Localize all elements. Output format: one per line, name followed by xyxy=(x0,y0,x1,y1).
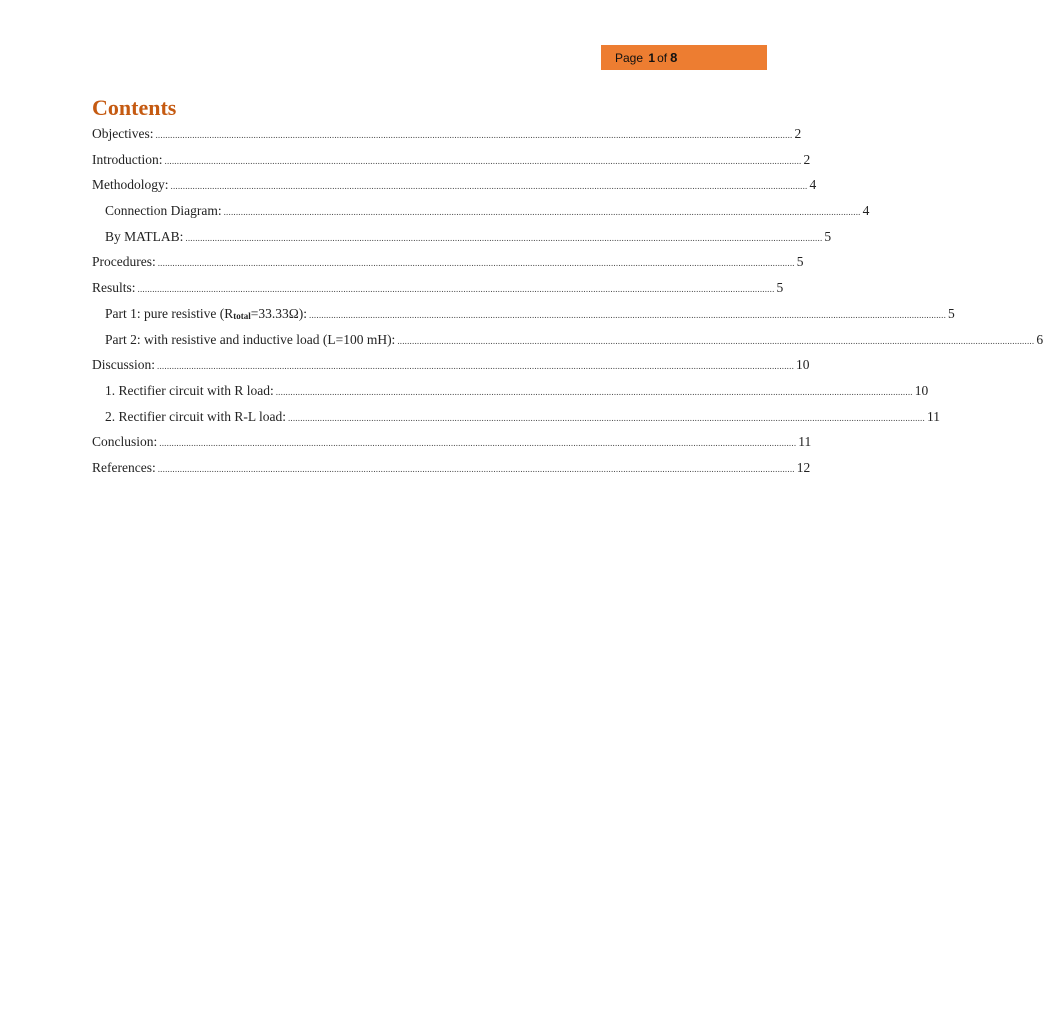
toc-entry-label: Results: xyxy=(92,280,136,296)
toc-entry-page: 5 xyxy=(824,228,832,244)
toc-entry-rectifier-r-load[interactable] xyxy=(92,378,929,404)
toc-dot-leader: .................................................................................................................................................................................................................................................................... xyxy=(223,207,861,218)
toc-entry-page: 10 xyxy=(796,357,810,373)
toc-entry-label: Objectives: xyxy=(92,126,154,141)
toc-entry-label: Conclusion: xyxy=(92,434,158,450)
toc-dot-leader: .................................................................................................................................................................................................................................................................... xyxy=(309,309,947,320)
page-label: Page xyxy=(615,50,644,65)
toc-dot-leader: .................................................................................................................................................................................................................................................................... xyxy=(287,412,925,423)
toc-entry-label xyxy=(105,301,307,327)
toc-entry-page: 5 xyxy=(796,254,804,270)
toc-entry-page: 10 xyxy=(914,382,929,398)
toc-entry-label: Procedures: xyxy=(92,254,156,270)
toc-entry-results[interactable] xyxy=(92,275,784,301)
toc-entry-label: Introduction: xyxy=(92,151,163,167)
toc-entry-label: Connection Diagram: xyxy=(105,203,222,219)
toc-dot-leader: .................................................................................................................................................................................................................................................................... xyxy=(185,232,823,243)
toc-entry-references[interactable] xyxy=(92,455,811,481)
toc-entry-page: 5 xyxy=(776,280,784,296)
toc-entry-page: 6 xyxy=(1036,331,1043,347)
part1-label-text: Part 1: pure resistive (R xyxy=(105,305,234,321)
toc-dot-leader: .................................................................................................................................................................................................................................................................... xyxy=(397,335,1035,346)
toc-entry-label: Methodology: xyxy=(92,177,169,193)
toc-entry-methodology[interactable] xyxy=(92,172,817,198)
toc-entry-label: By MATLAB: xyxy=(105,228,184,244)
toc-entry-page: 4 xyxy=(862,203,870,219)
toc-entry-page: 4 xyxy=(809,177,817,193)
of-label: of xyxy=(657,50,668,65)
toc-dot-leader: .................................................................................................................................................................................................................................................................... xyxy=(275,386,913,397)
toc-entry-page: 11 xyxy=(798,434,812,450)
toc-title: Contents xyxy=(92,95,177,120)
toc-entry-page: 12 xyxy=(796,459,811,475)
toc-entry-page: 5 xyxy=(948,305,955,321)
toc-entry-procedures[interactable] xyxy=(92,249,804,275)
current-page-number: 1 xyxy=(648,50,656,65)
toc-dot-leader: .................................................................................................................................................................................................................................................................... xyxy=(159,438,797,449)
r-total-subscript: total xyxy=(233,310,251,321)
toc-entry-page: 2 xyxy=(794,126,802,141)
toc-dot-leader: .................................................................................................................................................................................................................................................................... xyxy=(170,181,808,192)
toc-entry-part-1[interactable] xyxy=(92,301,955,327)
toc-entry-label: 1. Rectifier circuit with R load: xyxy=(105,382,274,398)
toc-dot-leader: .................................................................................................................................................................................................................................................................... xyxy=(157,258,795,269)
toc-entry-label: Part 2: with resistive and inductive load (L=100 mH): xyxy=(105,331,396,347)
toc-entry-page: 2 xyxy=(803,151,811,167)
toc-dot-leader: .................................................................................................................................................................................................................................................................... xyxy=(164,155,802,166)
toc-entry-label: References: xyxy=(92,459,156,475)
toc-dot-leader: .................................................................................................................................................................................................................................................................... xyxy=(157,463,795,474)
toc-entry-conclusion[interactable] xyxy=(92,429,812,455)
table-of-contents xyxy=(92,121,1043,481)
toc-dot-leader: .................................................................................................................................................................................................................................................................... xyxy=(157,361,795,372)
toc-entry-connection-diagram[interactable] xyxy=(92,198,870,224)
toc-entry-discussion[interactable] xyxy=(92,352,810,378)
part1-label-value: =33.33Ω): xyxy=(250,305,308,321)
toc-entry-introduction[interactable] xyxy=(92,147,811,173)
toc-dot-leader: .................................................................................................................................................................................................................................................................... xyxy=(155,130,793,140)
toc-entry-label: Discussion: xyxy=(92,357,156,373)
page-number-badge xyxy=(601,45,767,70)
toc-entry-part-2[interactable] xyxy=(92,327,1043,353)
toc-dot-leader: .................................................................................................................................................................................................................................................................... xyxy=(137,284,775,295)
toc-entry-by-matlab[interactable] xyxy=(92,224,832,250)
toc-entry-label: 2. Rectifier circuit with R-L load: xyxy=(105,408,286,424)
toc-entry-objectives[interactable] xyxy=(92,121,802,147)
toc-entry-rectifier-rl-load[interactable] xyxy=(92,404,940,430)
toc-entry-page: 11 xyxy=(926,408,940,424)
total-pages: 8 xyxy=(670,50,678,65)
